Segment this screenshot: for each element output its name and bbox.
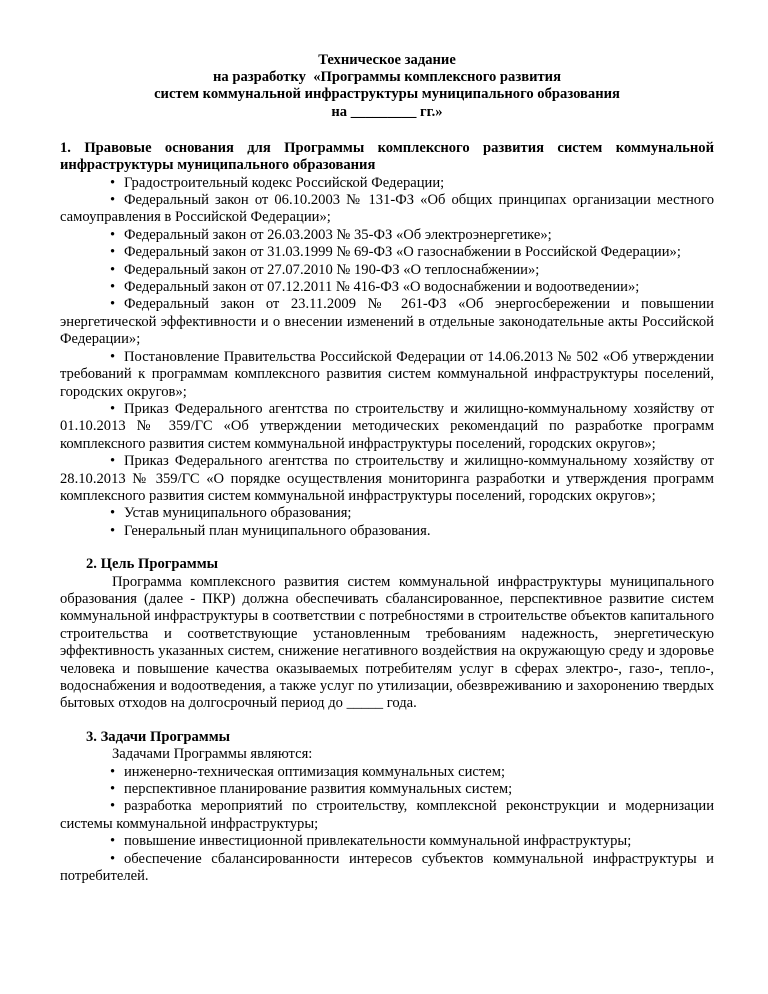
bullet-icon: • <box>110 244 116 261</box>
title-line-1: Техническое задание <box>318 52 456 68</box>
section-2-text: Программа комплексного развития систем коммунальной инфраструктуры муниципального образования (далее - ПКР) должна обеспечивать сбалансированное, перспективное развитие систем коммунальной инфраструктуры в соответствии с потребностями в строительстве объектов капитального строительства и соответствующие установленным требованиям надежность, энергетическую эффективность указанных систем, снижение негативного воздействия на окружающую среду и здоровье человека и повышение качества оказываемых потребителям услуг в сферах электро-, газо-, тепло-, водоснабжения и водоотведения, а также услуг по утилизации, обезвреживанию и захоронению твердых бытовых отходов на долгосрочный период до _____ года. <box>60 573 714 712</box>
title-line-4: на _________ гг.» <box>331 103 443 120</box>
title-line-3: систем коммунальной инфраструктуры муниципального образования <box>154 86 620 103</box>
section-1-list <box>60 175 714 541</box>
bullet-icon: • <box>110 505 116 522</box>
bullet-icon: • <box>110 781 116 798</box>
list-item: • Федеральный закон от 07.12.2011 № 416-ФЗ «О водоснабжении и водоотведении»; <box>110 279 640 296</box>
list-item: • разработка мероприятий по строительству, комплексной реконструкции и модернизации системы коммунальной инфраструктуры; <box>60 798 714 832</box>
bullet-icon: • <box>110 798 116 815</box>
list-item: • Постановление Правительства Российской Федерации от 14.06.2013 № 502 «Об утверждении требований к программам комплексного развития систем коммунальной инфраструктуры поселений, городских округов»; <box>60 348 714 400</box>
bullet-icon: • <box>110 400 116 417</box>
section-3-intro: Задачами Программы являются: <box>112 746 313 763</box>
bullet-icon: • <box>110 296 116 313</box>
bullet-icon: • <box>110 348 116 365</box>
bullet-icon: • <box>110 192 116 209</box>
list-item: • повышение инвестиционной привлекательности коммунальной инфраструктуры; <box>110 833 632 850</box>
bullet-icon: • <box>110 226 116 243</box>
list-item: • Федеральный закон от 27.07.2010 № 190-ФЗ «О теплоснабжении»; <box>110 261 540 278</box>
bullet-icon: • <box>110 833 116 850</box>
list-item: • Федеральный закон от 31.03.1999 № 69-ФЗ «О газоснабжении в Российской Федерации»; <box>110 244 681 261</box>
title-line-2: на разработку «Программы комплексного развития <box>213 69 561 86</box>
bullet-icon: • <box>110 174 116 191</box>
list-item: • Градостроительный кодекс Российской Федерации; <box>110 174 445 191</box>
bullet-icon: • <box>110 279 116 296</box>
list-item: • Генеральный план муниципального образования. <box>110 522 431 539</box>
document-title <box>60 52 714 121</box>
list-item: • Федеральный закон от 26.03.2003 № 35-ФЗ «Об электроэнергетике»; <box>110 226 552 243</box>
list-item: • Федеральный закон от 23.11.2009 № 261-ФЗ «Об энергосбережении и повышении энергетической эффективности и о внесении изменений в отдельные законодательные акты Российской Федерации»; <box>60 296 714 348</box>
bullet-icon: • <box>110 453 116 470</box>
bullet-icon: • <box>110 850 116 867</box>
list-item: • Приказ Федерального агентства по строительству и жилищно-коммунальному хозяйству от 01.10.2013 № 359/ГС «Об утверждении методических рекомендаций по разработке программ комплексного развития систем коммунальной инфраструктуры поселений, городских округов»; <box>60 400 714 452</box>
bullet-icon: • <box>110 261 116 278</box>
list-item: • Приказ Федерального агентства по строительству и жилищно-коммунальному хозяйству от 28.10.2013 № 359/ГС «О порядке осуществления мониторинга разработки и утверждения программ комплексного развития систем коммунальной инфраструктуры поселений, городских округов»; <box>60 453 714 504</box>
section-3-heading: 3. Задачи Программы <box>86 728 231 745</box>
list-item: • Устав муниципального образования; <box>110 505 352 522</box>
list-item: • обеспечение сбалансированности интересов субъектов коммунальной инфраструктуры и потребителей. <box>60 850 714 885</box>
section-2-heading: 2. Цель Программы <box>86 556 219 573</box>
list-item: • перспективное планирование развития коммунальных систем; <box>110 781 513 798</box>
section-3-list <box>60 764 714 886</box>
list-item: • инженерно-техническая оптимизация коммунальных систем; <box>110 763 506 780</box>
bullet-icon: • <box>110 522 116 539</box>
list-item: • Федеральный закон от 06.10.2003 № 131-ФЗ «Об общих принципах организации местного самоуправления в Российской Федерации»; <box>60 192 714 226</box>
bullet-icon: • <box>110 763 116 780</box>
section-1-heading: 1. Правовые основания для Программы комплексного развития систем коммунальной инфраструктуры муниципального образования <box>60 139 714 174</box>
